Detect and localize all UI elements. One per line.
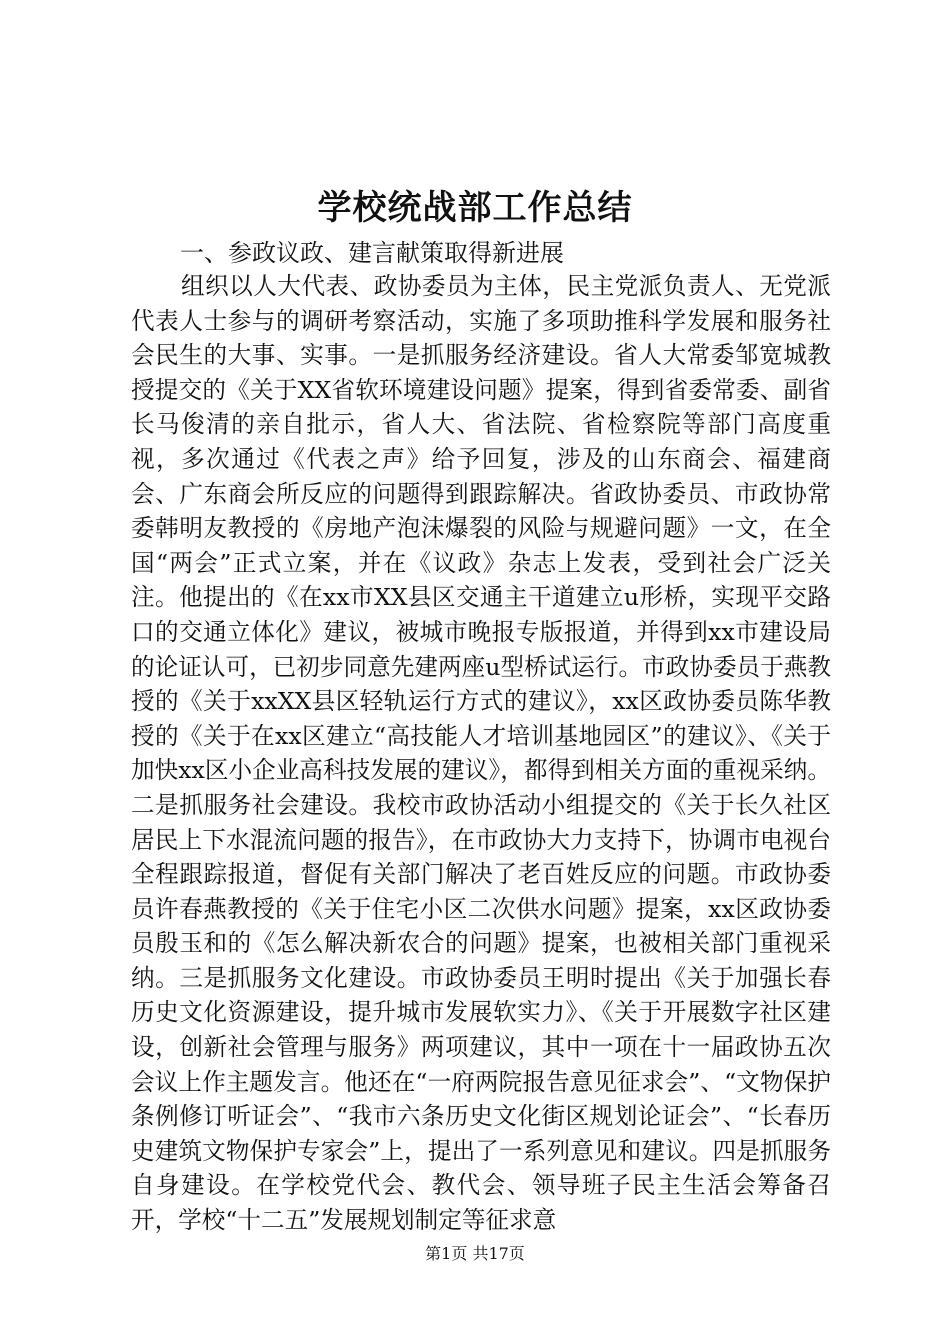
page-number-footer: 第1页 共17页 xyxy=(425,1244,525,1263)
section-heading: 一、参政议政、建言献策取得新进展 xyxy=(180,239,564,267)
document-title: 学校统战部工作总结 xyxy=(317,188,633,228)
body-paragraph: 组织以人大代表、政协委员为主体，民主党派负责人、无党派代表人士参与的调研考察活动，实施了多项助推科学发展和服务社会民生的大事、实事。一是抓服务经济建设。省人大常委邹宽城教授提交的《关于XX省软环境建设问题》提案，得到省委常委、副省长马俊清的亲自批示，省人大、省法院、省检察院等部门高度重视，多次通过《代表之声》给予回复，涉及的山东商会、福建商会、广东商会所反应的问题得到跟踪解决。省政协委员、市政协常委韩明友教授的《房地产泡沫爆裂的风险与规避问题》一文，在全国“两会”正式立案，并在《议政》杂志上发表，受到社会广泛关注。他提出的《在xx市XX县区交通主干道建立u形桥，实现平交路口的交通立体化》建议，被城市晚报专版报道，并得到xx市建设局的论证认可，已初步同意先建两座u型桥试运行。市政协委员于燕教授的《关于xxXX县区轻轨运行方式的建议》，xx区政协委员陈华教授的《关于在xx区建立“高技能人才培训基地园区”的建议》、《关于加快xx区小企业高科技发展的建议》，都得到相关方面的重视采纳。二是抓服务社会建设。我校市政协活动小组提交的《关于长久社区居民上下水混流问题的报告》，在市政协大力支持下，协调市电视台全程跟踪报道，督促有关部门解决了老百姓反应的问题。市政协委员许春燕教授的《关于住宅小区二次供水问题》提案，xx区政协委员殷玉和的《怎么解决新农合的问题》提案，也被相关部门重视采纳。三是抓服务文化建设。市政协委员王明时提出《关于加强长春历史文化资源建设，提升城市发展软实力》、《关于开展数字社区建设，创新社会管理与服务》两项建议，其中一项在十一届政协五次会议上作主题发言。他还在“一府两院报告意见征求会”、“文物保护条例修订听证会”、“我市六条历史文化街区规划论证会”、“长春历史建筑文物保护专家会”上，提出了一系列意见和建议。四是抓服务自身建设。在学校党代会、教代会、领导班子民主生活会筹备召开，学校“十二五”发展规划制定等征求意 xyxy=(131,272,831,1235)
